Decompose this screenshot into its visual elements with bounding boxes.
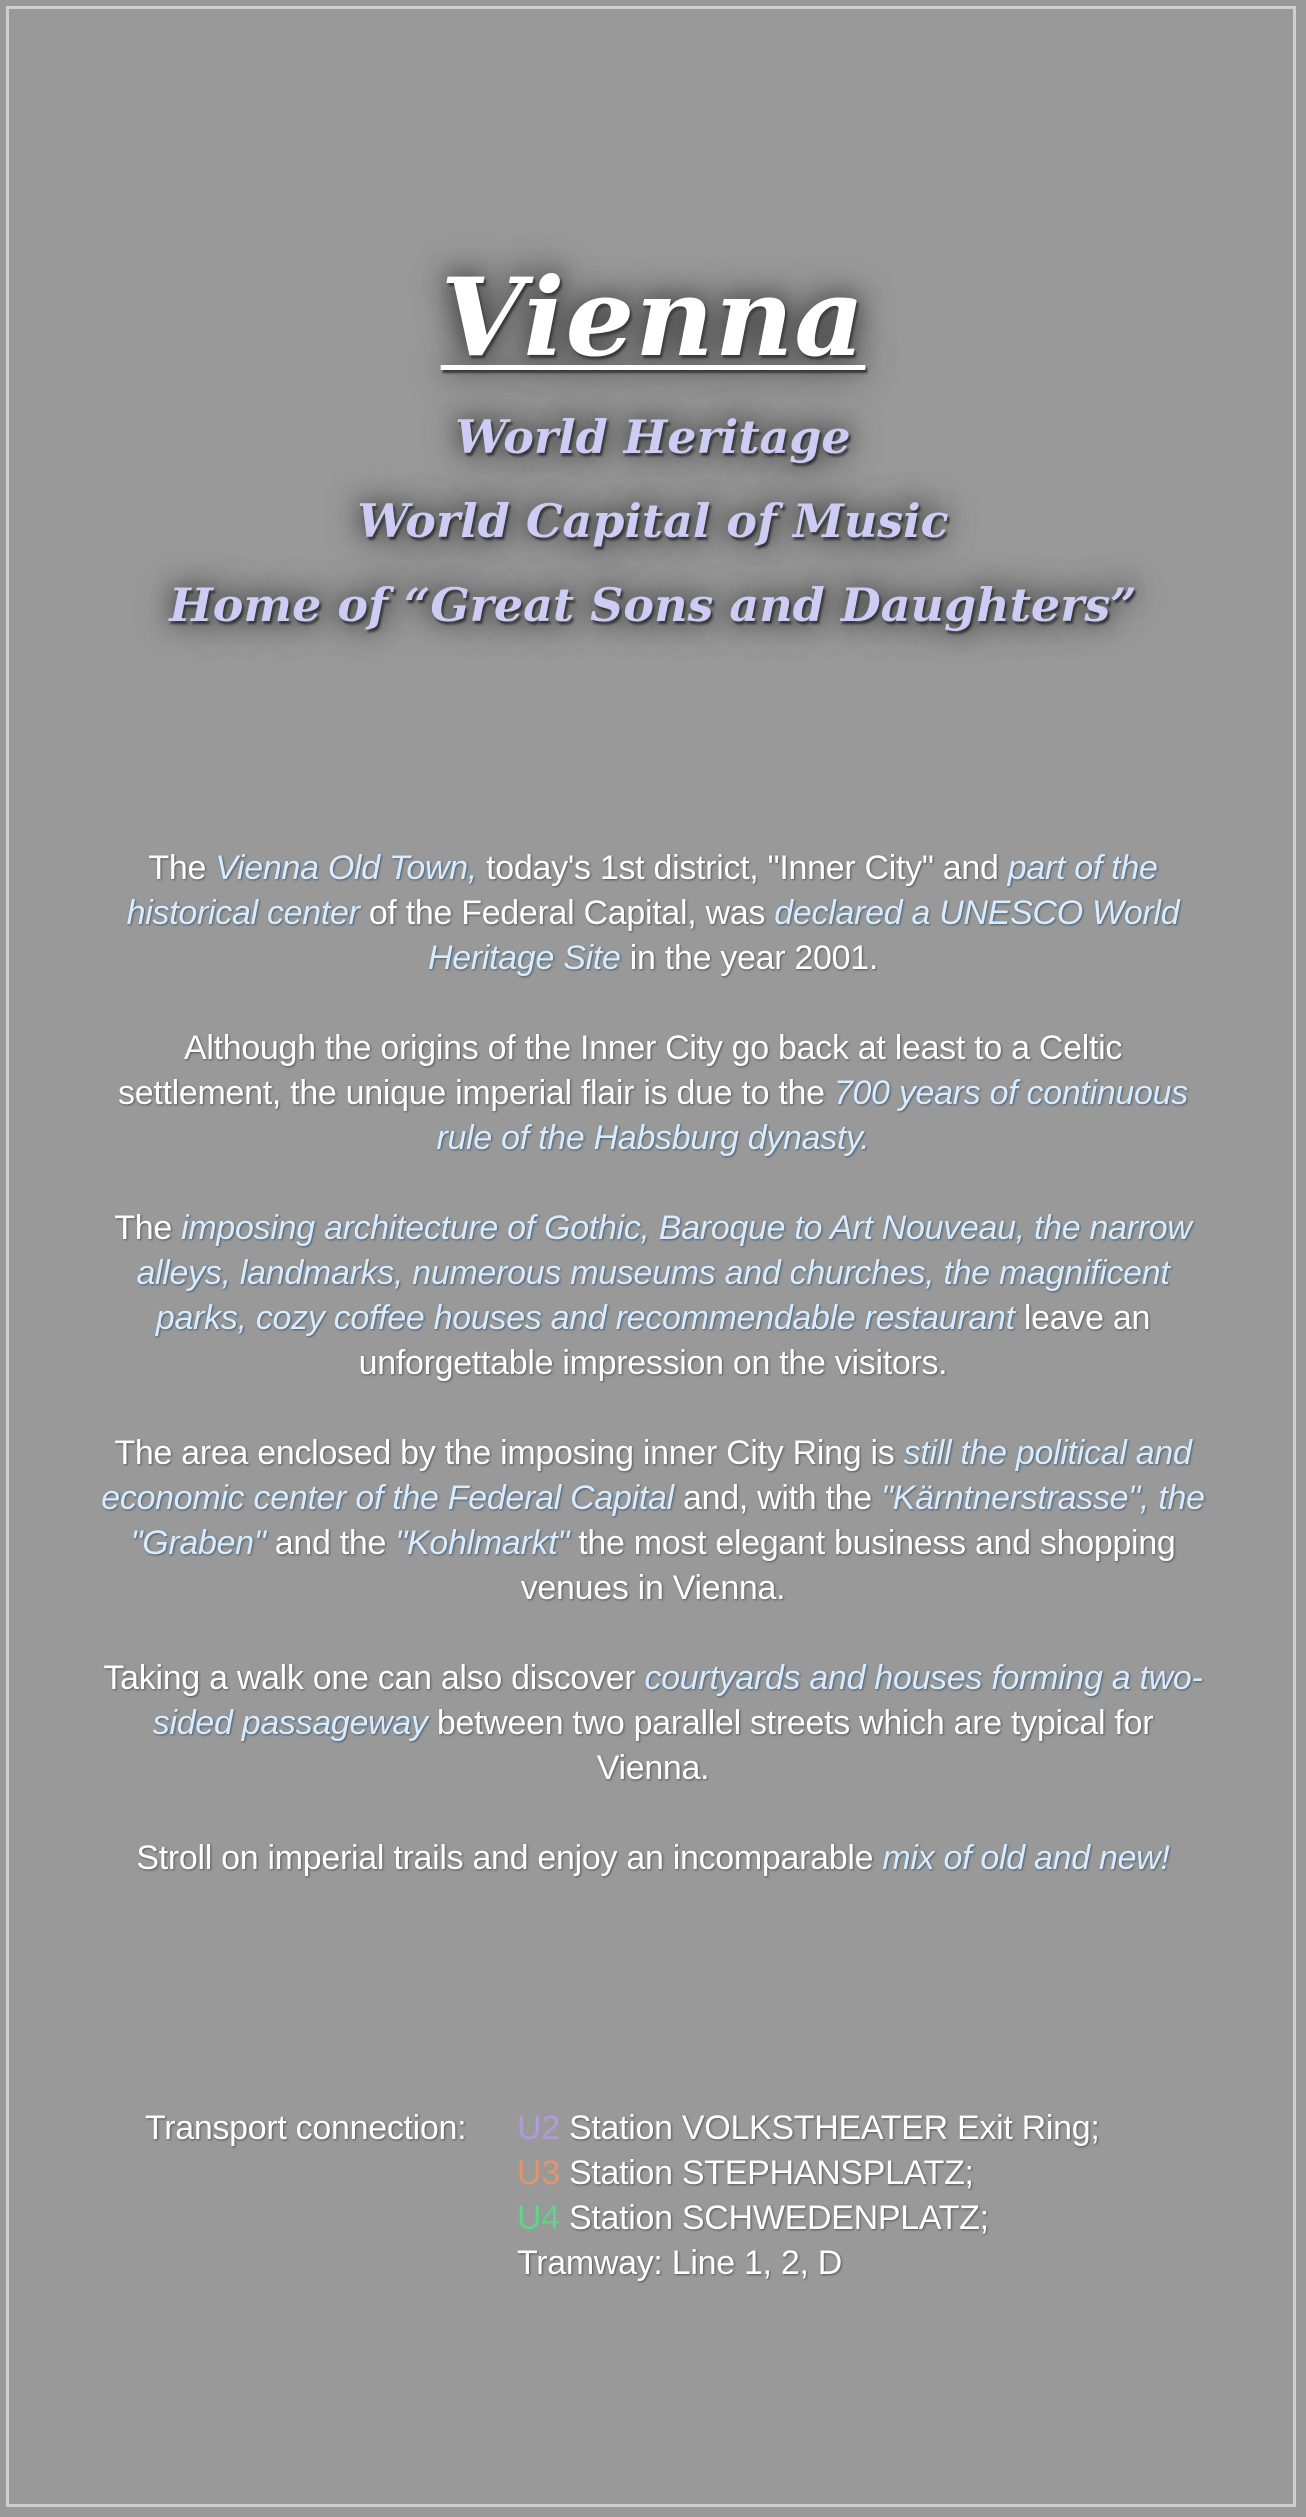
paragraph-architecture <box>100 1206 1206 1386</box>
body-text-run: The <box>114 1209 182 1247</box>
page-title: Vienna <box>440 255 866 381</box>
body-text-run: and, with the <box>673 1479 882 1517</box>
highlight-text: mix of old and new! <box>882 1839 1170 1877</box>
line-station-text: Station STEPHANSPLATZ; <box>559 2154 974 2192</box>
paragraph-origins <box>100 1026 1206 1161</box>
hero-header <box>0 255 1306 647</box>
transport-lines <box>517 2106 1100 2286</box>
body-text-run: the most elegant business and shopping venues in Vienna. <box>520 1524 1176 1607</box>
transport-connection <box>145 2106 1100 2286</box>
transport-label: Transport connection: <box>145 2109 467 2147</box>
body-text-run: leave an unforgettable impression on the visitors. <box>358 1299 1151 1382</box>
line-code-badge: U4 <box>517 2199 560 2237</box>
transport-line-item <box>517 2151 1100 2196</box>
description-body <box>100 846 1206 1926</box>
highlight-text: "Kohlmarkt" <box>395 1524 570 1562</box>
paragraph-old-town <box>100 846 1206 981</box>
paragraph-city-ring <box>100 1431 1206 1611</box>
highlight-text: part of the historical center <box>126 849 1158 932</box>
subtitle-world-heritage: World Heritage <box>455 410 851 464</box>
body-text-run: Stroll on imperial trails and enjoy an incomparable <box>136 1839 883 1877</box>
line-station-text: Station SCHWEDENPLATZ; <box>559 2199 989 2237</box>
line-station-text: Station VOLKSTHEATER Exit Ring; <box>559 2109 1100 2147</box>
highlight-text: "Kärntnerstrasse", the "Graben" <box>130 1479 1205 1562</box>
body-text-run: Although the origins of the Inner City go back at least to a Celtic settlement, the unique imperial flair is due to the <box>118 1029 1123 1112</box>
body-text-run: and the <box>265 1524 396 1562</box>
highlight-text: 700 years of continuous rule of the Habsburg dynasty. <box>436 1074 1188 1157</box>
transport-line-item <box>517 2106 1100 2151</box>
paragraph-passageways <box>100 1656 1206 1791</box>
body-text-run: in the year 2001. <box>620 939 878 977</box>
line-code-badge: U3 <box>517 2154 560 2192</box>
body-text-run: The area enclosed by the imposing inner City Ring is <box>114 1434 904 1472</box>
body-text-run: Taking a walk one can also discover <box>103 1659 645 1697</box>
subtitle-great-sons-daughters: Home of “Great Sons and Daughters” <box>169 578 1137 632</box>
body-text-run: The <box>148 849 216 887</box>
highlight-text: courtyards and houses forming a two-sided passageway <box>152 1659 1203 1742</box>
highlight-text: Vienna Old Town, <box>215 849 477 887</box>
paragraph-stroll <box>100 1836 1206 1881</box>
transport-row <box>145 2106 1100 2286</box>
highlight-text: still the political and economic center of the Federal Capital <box>101 1434 1192 1517</box>
body-text-run: between two parallel streets which are typical for Vienna. <box>427 1704 1154 1787</box>
line-station-text: Tramway: Line 1, 2, D <box>517 2244 843 2282</box>
highlight-text: imposing architecture of Gothic, Baroque to Art Nouveau, the narrow alleys, landmarks, numerous museums and churches, the magnificent parks, cozy coffee houses and recommendable restaurant <box>136 1209 1192 1337</box>
transport-line-item <box>517 2196 1100 2241</box>
line-code-badge: U2 <box>517 2109 560 2147</box>
highlight-text: declared a UNESCO World Heritage Site <box>428 894 1180 977</box>
subtitle-capital-of-music: World Capital of Music <box>357 494 949 548</box>
body-text-run: of the Federal Capital, was <box>359 894 775 932</box>
transport-line-item <box>517 2241 1100 2286</box>
body-text-run: today's 1st district, "Inner City" and <box>477 849 1008 887</box>
